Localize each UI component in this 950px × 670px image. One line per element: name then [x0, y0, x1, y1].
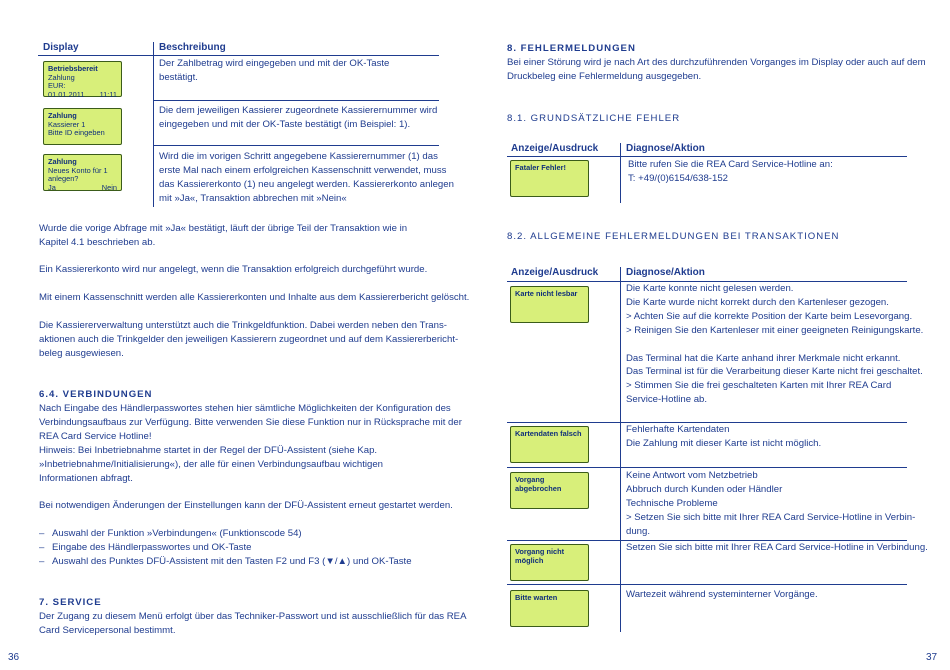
lcd-card-unreadable: Karte nicht lesbar: [510, 286, 589, 323]
lcd-please-wait: Bitte warten: [510, 590, 589, 627]
page-number-left: 36: [8, 652, 20, 663]
diagnosis-col-header: Diagnose/Aktion: [626, 267, 705, 278]
lcd-title: Zahlung: [48, 111, 77, 120]
page-number-right: 37: [926, 652, 938, 663]
lcd-fatal-error: Fataler Fehler!: [510, 160, 589, 197]
lcd-line: anlegen?: [48, 174, 79, 184]
lcd-line: Kassierer 1: [48, 119, 86, 129]
lcd-line: EUR:: [48, 81, 66, 91]
row-divider: [153, 145, 439, 146]
section-title-6-4: 6.4. VERBINDUNGEN: [39, 389, 153, 400]
table-header-divider: [38, 55, 439, 56]
section-title-8: 8. FEHLERMELDUNGEN: [507, 43, 636, 54]
lcd-process-aborted: Vorgang abgebrochen: [510, 472, 589, 509]
lcd-title: Zahlung: [48, 157, 77, 166]
lcd-card-data-wrong: Kartendaten falsch: [510, 426, 589, 463]
table-col-divider: [620, 267, 621, 632]
lcd-line: Bitte ID eingeben: [48, 128, 105, 138]
lcd-process-not-possible: Vorgang nicht möglich: [510, 544, 589, 581]
paragraph: Der Zugang zu diesem Menü erfolgt über das Techniker-Passwort und ist ausschließlich für das REA Card Servicepersonal bestimmt.: [39, 611, 467, 636]
paragraph: Bei notwendigen Änderungen der Einstellungen kann der DFÜ-Assistent erneut gestartet werden.: [39, 500, 453, 511]
row-description: Wartezeit während systeminterner Vorgänge.: [626, 589, 818, 600]
lcd-line: Zahlung: [48, 72, 75, 82]
table-col-divider: [620, 143, 621, 203]
row-divider: [153, 100, 439, 101]
lcd-display-cashier: [43, 108, 122, 145]
row-description: Die Karte konnte nicht gelesen werden. Die Karte wurde nicht korrekt durch den Kartenleser gezogen. > Achten Sie auf die korrekte Position der Karte beim Lesevorgang. > Reinigen Sie den Kartenleser mit einer geeigneten Reinigungskarte. Das Terminal hat die Karte anhand ihrer Merkmale nicht erkannt. Das Terminal ist für die Verarbeitung dieser Karte nicht frei geschaltet. > Stimmen Sie die frei geschalteten Karten mit Ihrer REA Card Service-Hotline ab.: [626, 283, 924, 406]
row-description: Der Zahlbetrag wird eingegeben und mit der OK-Taste bestätigt.: [159, 58, 390, 83]
lcd-date: 01.01.2011: [48, 89, 85, 99]
bullet-list: [39, 527, 412, 569]
display-col-header: Anzeige/Ausdruck: [511, 267, 599, 278]
paragraph: Wurde die vorige Abfrage mit »Ja« bestätigt, läuft der übrige Teil der Transaktion wie in Kapitel 4.1 beschrieben ab.: [39, 223, 408, 248]
paragraph: Nach Eingabe des Händlerpasswortes stehen hier sämtliche Möglichkeiten der Konfiguration des Verbindungsaufbaus zur Verfügung. Bitte verwenden Sie diese Funktion nur in Rücksprache mit der REA Card Service Hotline! Hinweis: Bei Inbetriebnahme startet in der Regel der DFÜ-Assistent (siehe Kap. »Inbetriebnahme/Initialisierung«), der alle für einen Verbindungsaufbau wichtigen Informationen abfragt.: [39, 403, 462, 484]
paragraph: Mit einem Kassenschnitt werden alle Kassiererkonten und Inhalte aus dem Kassiererbericht gelöscht.: [39, 292, 470, 303]
row-description: Keine Antwort vom Netzbetrieb Abbruch durch Kunden oder Händler Technische Probleme > Setzen Sie sich bitte mit Ihrer REA Card Service-Hotline in Verbin- dung.: [626, 470, 916, 537]
lcd-title: Betriebsbereit: [48, 64, 98, 73]
list-item: – Eingabe des Händlerpasswortes und OK-Taste: [39, 541, 252, 553]
paragraph: Ein Kassiererkonto wird nur angelegt, wenn die Transaktion erfolgreich durchgeführt wurde.: [39, 264, 428, 275]
diagnosis-col-header: Diagnose/Aktion: [626, 143, 705, 154]
lcd-display-ready: [43, 61, 122, 97]
lcd-time: 11:11: [99, 89, 117, 99]
lcd-yes: Ja: [48, 182, 56, 192]
paragraph: Die Kassiererverwaltung unterstützt auch die Trinkgeldfunktion. Dabei werden neben den Trans- aktionen auch die Trinkgelder den jeweiligen Kassierern zugeordnet und auf dem Kassiererbericht- beleg ausgewiesen.: [39, 320, 459, 359]
row-description: Die dem jeweiligen Kassierer zugeordnete Kassierernummer wird eingegeben und mit der OK-Taste bestätigt (im Beispiel: 1).: [159, 105, 438, 130]
lcd-no: Nein: [101, 182, 117, 192]
section-title-8-1: 8.1. GRUNDSÄTZLICHE FEHLER: [507, 113, 681, 124]
display-col-header: Display: [43, 42, 79, 53]
row-description: Fehlerhafte Kartendaten Die Zahlung mit dieser Karte ist nicht möglich.: [626, 424, 822, 449]
section-title-8-2: 8.2. ALLGEMEINE FEHLERMELDUNGEN BEI TRANSAKTIONEN: [507, 231, 840, 242]
display-col-header: Anzeige/Ausdruck: [511, 143, 599, 154]
description-col-header: Beschreibung: [159, 42, 226, 53]
list-item: – Auswahl des Punktes DFÜ-Assistent mit den Tasten F2 und F3 (▼/▲) und OK-Taste: [39, 555, 412, 567]
row-description: Wird die im vorigen Schritt angegebene Kassierernummer (1) das erste Mal nach einem erfolgreichen Kassenschnitt verwendet, muss das Kassiererkonto (1) neu angelegt werden. Kassiererkonto anlegen mit »Ja«, Transaktion abbrechen mit »Nein«: [159, 151, 454, 204]
paragraph: Bei einer Störung wird je nach Art des durchzuführenden Vorganges im Display oder auch auf dem Druckbeleg eine Fehlermeldung ausgegeben.: [507, 57, 926, 82]
lcd-line: Neues Konto für 1: [48, 165, 108, 175]
table-col-divider: [153, 42, 154, 207]
lcd-display-new-account: [43, 154, 122, 191]
section-title-7: 7. SERVICE: [39, 597, 102, 608]
row-description: Bitte rufen Sie die REA Card Service-Hotline an: T: +49/(0)6154/638-152: [628, 159, 833, 184]
list-item: – Auswahl der Funktion »Verbindungen« (Funktionscode 54): [39, 528, 302, 539]
row-description: Setzen Sie sich bitte mit Ihrer REA Card Service-Hotline in Verbindung.: [626, 542, 928, 553]
table-header-divider: [507, 156, 907, 157]
row-divider: [507, 467, 907, 468]
row-divider: [507, 584, 907, 585]
